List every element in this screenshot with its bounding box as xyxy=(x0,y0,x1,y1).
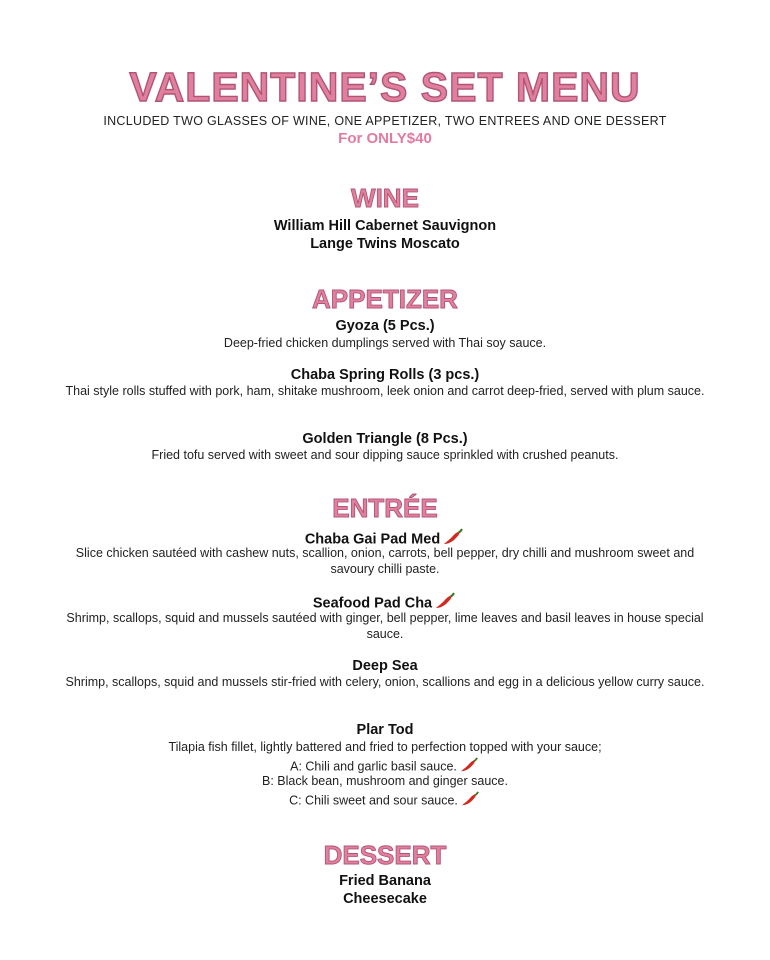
sauce-option xyxy=(0,773,770,789)
sauce-option-label: B: Black bean, mushroom and ginger sauce. xyxy=(262,774,508,788)
appetizer-item-desc: Fried tofu served with sweet and sour dipping sauce sprinkled with crushed peanuts. xyxy=(151,448,619,462)
entree-item-name: Plar Tod xyxy=(356,722,414,738)
appetizer-heading: APPETIZER xyxy=(312,284,458,314)
appetizer-item-name: Chaba Spring Rolls (3 pcs.) xyxy=(290,367,480,383)
sauce-option-label: C: Chili sweet and sour sauce. xyxy=(289,793,458,808)
menu-price: For ONLY$40 xyxy=(338,130,432,147)
appetizer-item-name: Golden Triangle (8 Pcs.) xyxy=(302,431,468,447)
wine-item: William Hill Cabernet Sauvignon xyxy=(273,218,497,234)
chili-pepper-icon xyxy=(461,791,481,811)
dessert-item: Cheesecake xyxy=(343,891,427,907)
dessert-heading: DESSERT xyxy=(323,840,447,870)
appetizer-item-desc: Deep-fried chicken dumplings served with Thai soy sauce. xyxy=(223,336,547,350)
dessert-item: Fried Banana xyxy=(339,873,431,889)
wine-item: Lange Twins Moscato xyxy=(310,236,460,252)
entree-item-name: Deep Sea xyxy=(352,658,418,674)
entree-item-label: Seafood Pad Cha xyxy=(312,595,433,612)
entree-item-desc: Tilapia fish fillet, lightly battered and fried to perfection topped with your sauce; xyxy=(168,740,602,754)
entree-item-label: Chaba Gai Pad Med xyxy=(304,531,441,548)
entree-item-desc: Shrimp, scallops, squid and mussels stir-fried with celery, onion, scallions and egg in a delicious yellow curry sauce. xyxy=(65,675,705,689)
sauce-option-label: A: Chili and garlic basil sauce. xyxy=(290,759,457,774)
appetizer-item-name: Gyoza (5 Pcs.) xyxy=(335,318,435,334)
entree-heading: ENTRÉE xyxy=(332,493,438,523)
menu-subtitle: INCLUDED TWO GLASSES OF WINE, ONE APPETIZER, TWO ENTREES AND ONE DESSERT xyxy=(103,114,667,128)
menu-title: VALENTINE’S SET MENU xyxy=(129,64,641,110)
appetizer-item-desc: Thai style rolls stuffed with pork, ham, shitake mushroom, leek onion and carrot deep-fried, served with plum sauce. xyxy=(65,384,705,398)
entree-item-desc: Slice chicken sautéed with cashew nuts, scallion, onion, carrots, bell pepper, dry chilli and mushroom sweet and savoury chilli paste. xyxy=(75,546,695,576)
sauce-option xyxy=(0,791,770,811)
entree-item-desc: Shrimp, scallops, squid and mussels sautéed with ginger, bell pepper, lime leaves and basil leaves in house special sauce. xyxy=(66,611,704,641)
wine-heading: WINE xyxy=(351,183,419,213)
